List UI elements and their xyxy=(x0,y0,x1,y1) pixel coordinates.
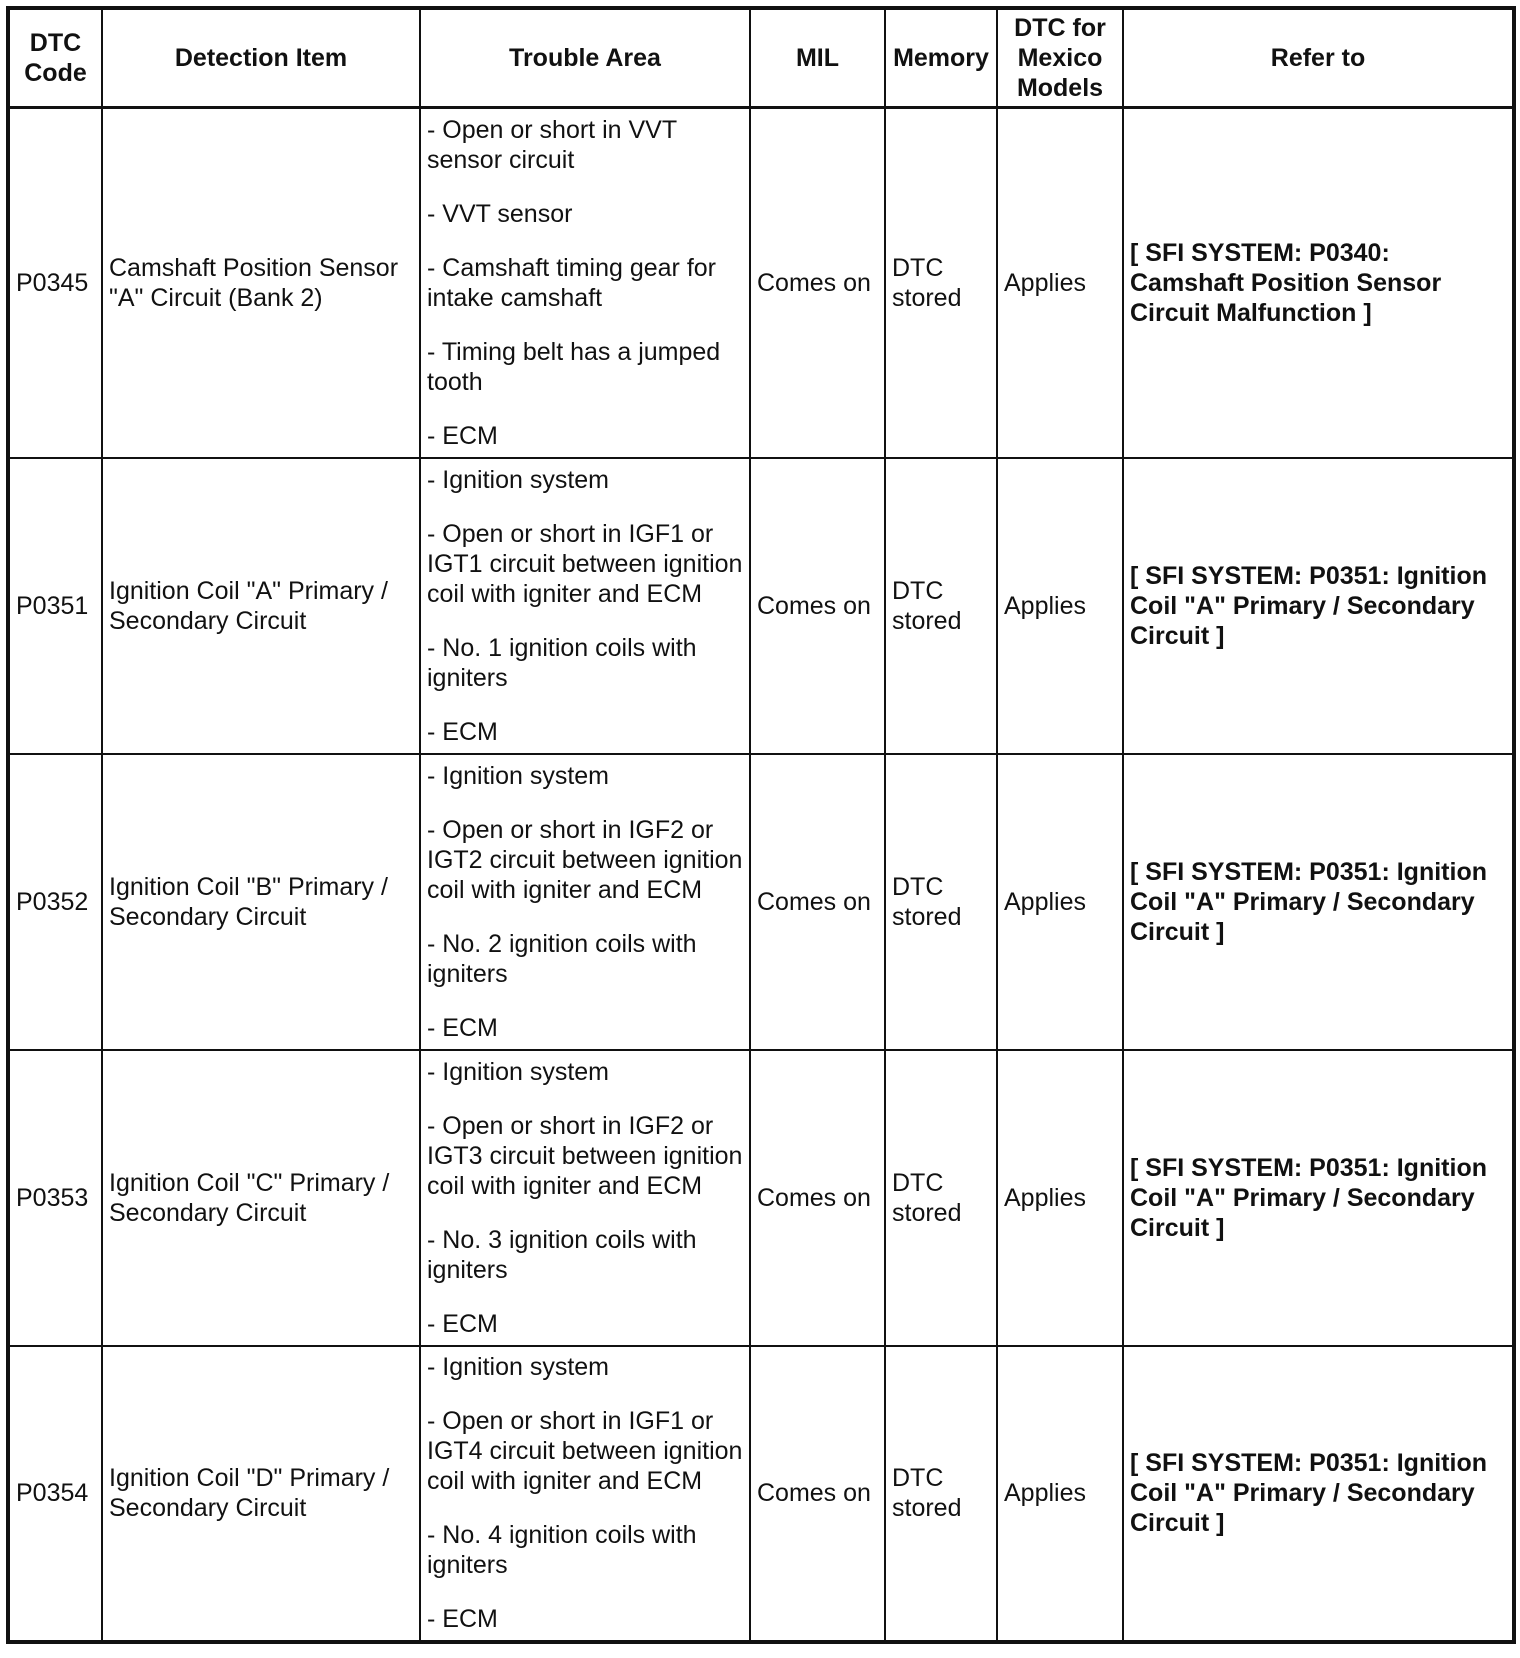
mil-cell: Comes on xyxy=(750,1346,885,1642)
col-header-dtc-code-line: Code xyxy=(24,59,87,87)
dtc-table xyxy=(6,6,1516,1644)
trouble-area-line: - ECM xyxy=(427,1309,498,1338)
trouble-area-cell xyxy=(420,1050,750,1346)
trouble-area-line: - Open or short in IGF1 or IGT4 circuit between ignition coil with igniter and ECM xyxy=(427,1407,743,1495)
detection-item-cell: Camshaft Position Sensor "A" Circuit (Bank 2) xyxy=(102,108,420,458)
trouble-area-cell xyxy=(420,1346,750,1642)
memory-cell: DTC stored xyxy=(885,458,997,754)
refer-to-cell: [ SFI SYSTEM: P0351: Ignition Coil "A" Primary / Secondary Circuit ] xyxy=(1123,1050,1514,1346)
col-header-mexico-line: Mexico xyxy=(1017,44,1103,72)
detection-item-cell: Ignition Coil "A" Primary / Secondary Circuit xyxy=(102,458,420,754)
trouble-area-line: - Timing belt has a jumped tooth xyxy=(427,337,721,396)
trouble-area-line: - Open or short in VVT sensor circuit xyxy=(427,115,677,174)
trouble-area-line: - Camshaft timing gear for intake camshaft xyxy=(427,253,716,312)
mexico-cell: Applies xyxy=(997,1346,1123,1642)
col-header-refer-to: Refer to xyxy=(1123,8,1514,108)
col-header-mexico-line: DTC for xyxy=(1014,14,1106,42)
col-header-dtc-code-line: DTC xyxy=(29,29,82,57)
memory-cell: DTC stored xyxy=(885,754,997,1050)
mexico-cell: Applies xyxy=(997,108,1123,458)
col-header-mexico xyxy=(997,8,1123,108)
mexico-cell: Applies xyxy=(997,458,1123,754)
table-row xyxy=(8,458,1514,754)
trouble-area-cell xyxy=(420,458,750,754)
table-row xyxy=(8,1050,1514,1346)
dtc-code-cell: P0345 xyxy=(8,108,102,458)
trouble-area-line: - ECM xyxy=(427,1605,498,1633)
trouble-area-line: - No. 3 ignition coils with igniters xyxy=(427,1225,697,1284)
memory-cell: DTC stored xyxy=(885,1346,997,1642)
dtc-table-wrapper xyxy=(6,6,1516,1644)
detection-item-cell: Ignition Coil "B" Primary / Secondary Circuit xyxy=(102,754,420,1050)
trouble-area-line: - VVT sensor xyxy=(427,199,573,228)
col-header-mexico-line: Models xyxy=(1016,74,1104,102)
dtc-code-cell: P0353 xyxy=(8,1050,102,1346)
trouble-area-line: - No. 1 ignition coils with igniters xyxy=(427,633,697,692)
trouble-area-line: - ECM xyxy=(427,421,498,450)
trouble-area-line: - ECM xyxy=(427,717,498,746)
trouble-area-line: - Open or short in IGF2 or IGT3 circuit between ignition coil with igniter and ECM xyxy=(427,1111,743,1200)
mexico-cell: Applies xyxy=(997,1050,1123,1346)
trouble-area-line: - Ignition system xyxy=(427,465,610,494)
col-header-memory: Memory xyxy=(885,8,997,108)
dtc-code-cell: P0354 xyxy=(8,1346,102,1642)
table-row xyxy=(8,1346,1514,1642)
trouble-area-line: - ECM xyxy=(427,1013,498,1042)
dtc-code-cell: P0352 xyxy=(8,754,102,1050)
col-header-mil: MIL xyxy=(750,8,885,108)
trouble-area-cell xyxy=(420,108,750,458)
memory-cell: DTC stored xyxy=(885,108,997,458)
trouble-area-cell xyxy=(420,754,750,1050)
refer-to-cell: [ SFI SYSTEM: P0351: Ignition Coil "A" Primary / Secondary Circuit ] xyxy=(1123,458,1514,754)
table-row xyxy=(8,108,1514,458)
dtc-code-cell: P0351 xyxy=(8,458,102,754)
mexico-cell: Applies xyxy=(997,754,1123,1050)
trouble-area-line: - No. 4 ignition coils with igniters xyxy=(427,1521,697,1579)
refer-to-cell: [ SFI SYSTEM: P0351: Ignition Coil "A" Primary / Secondary Circuit ] xyxy=(1123,1346,1514,1642)
mil-cell: Comes on xyxy=(750,754,885,1050)
col-header-detection-item: Detection Item xyxy=(102,8,420,108)
trouble-area-line: - Ignition system xyxy=(427,1353,610,1381)
refer-to-cell: [ SFI SYSTEM: P0340: Camshaft Position Sensor Circuit Malfunction ] xyxy=(1123,108,1514,458)
mil-cell: Comes on xyxy=(750,458,885,754)
table-row xyxy=(8,754,1514,1050)
mil-cell: Comes on xyxy=(750,108,885,458)
header-row xyxy=(8,8,1514,108)
detection-item-cell: Ignition Coil "C" Primary / Secondary Circuit xyxy=(102,1050,420,1346)
col-header-dtc-code xyxy=(8,8,102,108)
trouble-area-line: - Open or short in IGF2 or IGT2 circuit between ignition coil with igniter and ECM xyxy=(427,815,743,904)
refer-to-cell: [ SFI SYSTEM: P0351: Ignition Coil "A" Primary / Secondary Circuit ] xyxy=(1123,754,1514,1050)
trouble-area-line: - No. 2 ignition coils with igniters xyxy=(427,929,697,988)
mil-cell: Comes on xyxy=(750,1050,885,1346)
trouble-area-line: - Open or short in IGF1 or IGT1 circuit between ignition coil with igniter and ECM xyxy=(427,519,743,608)
trouble-area-line: - Ignition system xyxy=(427,761,610,790)
trouble-area-line: - Ignition system xyxy=(427,1057,610,1086)
detection-item-cell: Ignition Coil "D" Primary / Secondary Circuit xyxy=(102,1346,420,1642)
col-header-trouble-area: Trouble Area xyxy=(420,8,750,108)
memory-cell: DTC stored xyxy=(885,1050,997,1346)
